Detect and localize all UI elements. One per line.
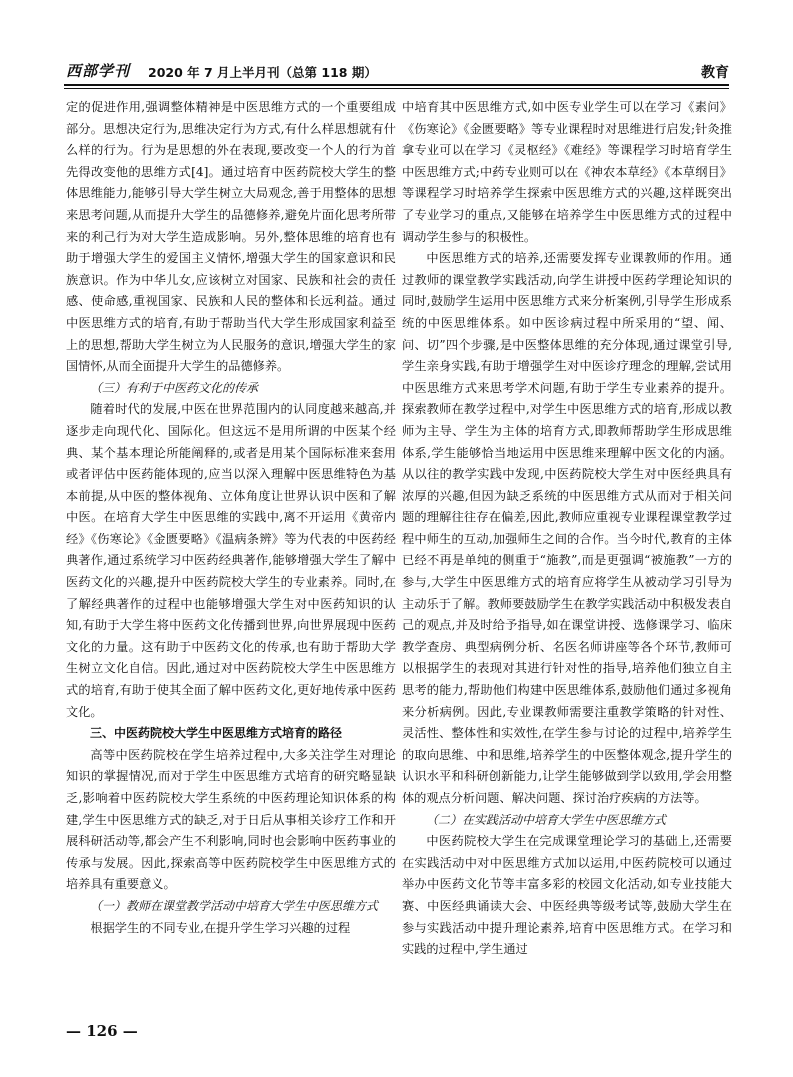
subsection-heading: （二）在实践活动中培育大学生中医思维方式 [426, 812, 667, 827]
subsection-heading: （三）有利于中医药文化的传承 [90, 380, 259, 395]
section-label: 教育 [701, 65, 729, 81]
right-column [402, 97, 732, 961]
body-paragraph: 中医药院校大学生在完成课堂理论学习的基础上,还需要在实践活动中对中医思维方式加以运用,中医药院校可以通过举办中医药文化节等丰富多彩的校园文化活动,如专业技能大赛、中医经典诵读大会、中医经典等级考试等,鼓励大学生在参与实践活动中提升理论素养,培育中医思维方式。在学习和实践的过程中,学生通过 [402, 834, 732, 957]
body-paragraph: 高等中医药院校在学生培养过程中,大多关注学生对理论知识的掌握情况,而对于学生中医思维方式培育的研究略显缺乏,影响着中医药院校大学生系统的中医药理论知识体系的构建,学生中医思维方式的缺乏,对于日后从事相关诊疗工作和开展科研活动等,都会产生不利影响,同时也会影响中医药事业的传承与发展。因此,探索高等中医药院校学生中医思维方式的培养具有重要意义。 [66, 747, 396, 892]
issue-info: 2020 年 7 月上半月刊（总第 118 期） [148, 65, 377, 80]
subsection-heading: （一）教师在课堂教学活动中培育大学生中医思维方式 [90, 898, 379, 913]
header-rule-thin [64, 88, 729, 89]
body-paragraph: 根据学生的不同专业,在提升学生学习兴趣的过程 [90, 920, 351, 935]
page-number: — 126 — [66, 1022, 138, 1040]
running-header [66, 58, 729, 82]
section-heading: 三、中医药院校大学生中医思维方式培育的路径 [90, 726, 343, 741]
header-rule [64, 84, 729, 86]
journal-logo: 西部学刊 [66, 62, 131, 80]
body-paragraph: 中培育其中医思维方式,如中医专业学生可以在学习《素问》《伤寒论》《金匮要略》等专业课程时对思维进行启发;针灸推拿专业可以在学习《灵枢经》《难经》等课程学习时培育学生中医思维方式;中药专业则可以在《神农本草经》《本草纲目》等课程学习时培养学生探索中医思维方式的兴趣,这样既突出了专业学习的重点,又能够在培养学生中医思维方式的过程中调动学生参与的积极性。 [402, 100, 732, 244]
body-paragraph: 随着时代的发展,中医在世界范围内的认同度越来越高,并逐步走向现代化、国际化。但这远不是用所谓的中医某个经典、某个基本理论所能阐释的,或者是用某个国际标准来套用或者评估中医药能体现的,应当以深入理解中医思维特色为基本前提,从中医的整体视角、立体角度让世界认识中医和了解中医。在培育大学生中医思维的实践中,离不开运用《黄帝内经》《伤寒论》《金匮要略》《温病条辨》等为代表的中医药经典著作,通过系统学习中医药经典著作,能够增强大学生了解中医药文化的兴趣,提升中医药院校大学生的专业素养。同时,在了解经典著作的过程中也能够增强大学生对中医药知识的认知,有助于大学生将中医药文化传播到世界,向世界展现中医药文化的力量。这有助于中医药文化的传承,也有助于帮助大学生树立文化自信。因此,通过对中医药院校大学生中医思维方式的培育,有助于使其全面了解中医药文化,更好地传承中医药文化。 [66, 402, 396, 719]
body-paragraph: 定的促进作用,强调整体精神是中医思维方式的一个重要组成部分。思想决定行为,思维决定行为方式,有什么样思想就有什么样的行为。行为是思想的外在表现,要改变一个人的行为首先得改变他的思维方式[4]。通过培育中医药院校大学生的整体思维能力,能够引导大学生树立大局观念,善于用整体的思想来思考问题,从而提升大学生的品德修养,避免片面化思考所带来的利己行为对大学生造成影响。另外,整体思维的培育也有助于增强大学生的爱国主义情怀,增强大学生的国家意识和民族意识。作为中华儿女,应该树立对国家、民族和社会的责任感、使命感,重视国家、民族和人民的整体和长远利益。通过中医思维方式的培育,有助于帮助当代大学生形成国家利益至上的思想,帮助大学生树立为人民服务的意识,增强大学生的家国情怀,从而全面提升大学生的品德修养。 [66, 100, 396, 374]
left-column [66, 97, 396, 939]
body-paragraph: 中医思维方式的培养,还需要发挥专业课教师的作用。通过教师的课堂教学实践活动,向学生讲授中医药学理论知识的同时,鼓励学生运用中医思维方式来分析案例,引导学生形成系统的中医思维体系。如中医诊病过程中所采用的“望、闻、问、切”四个步骤,是中医整体思维的充分体现,通过课堂引导,学生亲身实践,有助于增强学生对中医诊疗理念的理解,尝试用中医思维方式来思考学术问题,有助于学生专业素养的提升。探索教师在教学过程中,对学生中医思维方式的培育,形成以教师为主导、学生为主体的培育方式,即教师帮助学生形成思维体系,学生能够恰当地运用中医思维来理解中医文化的内涵。从以往的教学实践中发现,中医药院校大学生对中医经典具有浓厚的兴趣,但因为缺乏系统的中医思维方式从而对于相关问题的理解往往存在偏差,因此,教师应重视专业课程课堂教学过程中师生的互动,加强师生之间的合作。当今时代,教育的主体已经不再是单纯的侧重于“施教”,而是更强调“被施教”一方的参与,大学生中医思维方式的培育应将学生从被动学习引导为主动乐于了解。教师要鼓励学生在教学实践活动中积极发表自己的观点,并及时给予指导,如在课堂讲授、选修课学习、临床教学查房、典型病例分析、名医名师讲座等各个环节,教师可以根据学生的表现对其进行针对性的指导,培养他们独立自主思考的能力,帮助他们构建中医思维体系,鼓励他们通过多视角来分析病例。因此,专业课教师需要注重教学策略的针对性、灵活性、整体性和实效性,在学生参与讨论的过程中,培养学生的取向思维、中和思维,培养学生的中医整体观念,提升学生的认识水平和科研创新能力,让学生能够做到学以致用,学会用整体的观点分析问题、解决问题、探讨治疗疾病的方法等。 [402, 251, 732, 805]
